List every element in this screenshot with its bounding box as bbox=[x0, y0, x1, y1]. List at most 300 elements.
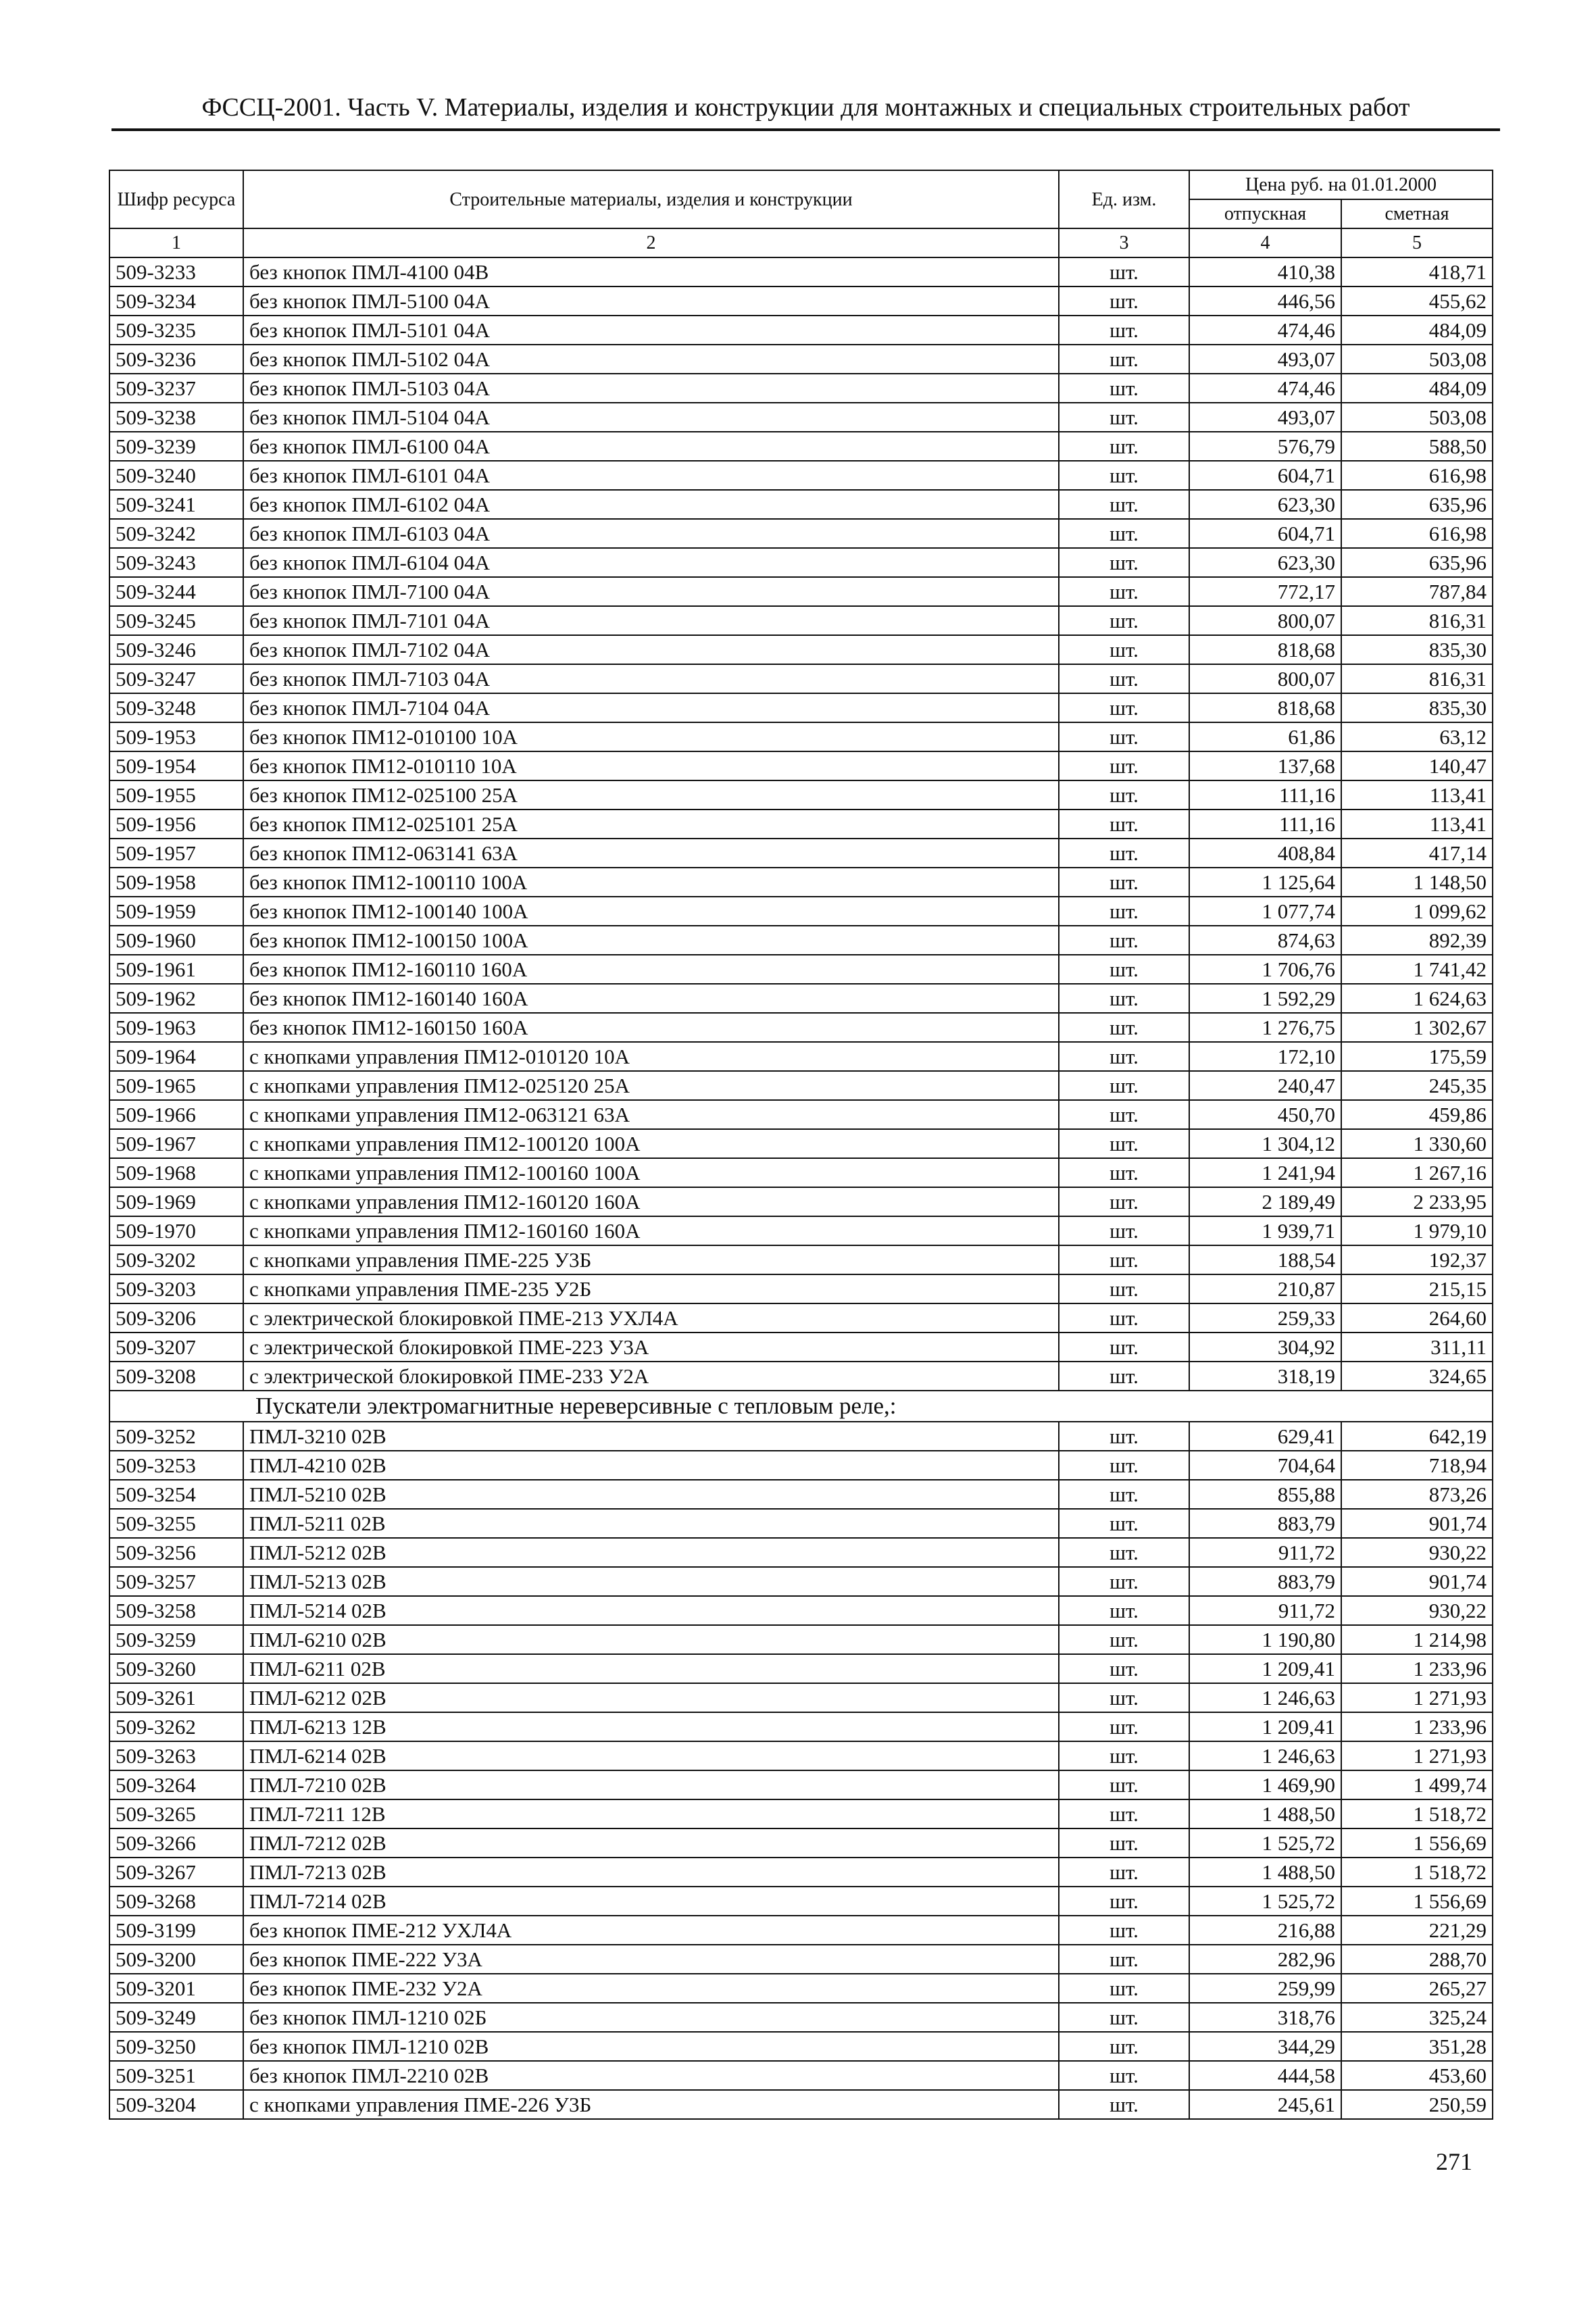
unit-cell: шт. bbox=[1059, 1071, 1189, 1100]
material-name-cell: без кнопок ПМЕ-232 У2А bbox=[243, 1974, 1059, 2003]
estimate-price-cell: 264,60 bbox=[1341, 1303, 1493, 1333]
table-row bbox=[109, 519, 1493, 548]
table-row bbox=[109, 984, 1493, 1013]
material-name-cell: без кнопок ПМЛ-2210 02В bbox=[243, 2061, 1059, 2090]
material-name-cell: с кнопками управления ПМ12-025120 25А bbox=[243, 1071, 1059, 1100]
table-row bbox=[109, 461, 1493, 490]
table-row bbox=[109, 1509, 1493, 1538]
table-row bbox=[109, 1567, 1493, 1596]
col-number: 2 bbox=[243, 228, 1059, 257]
release-price-cell: 911,72 bbox=[1189, 1538, 1341, 1567]
resource-code-cell: 509-3234 bbox=[109, 287, 243, 316]
estimate-price-cell: 311,11 bbox=[1341, 1333, 1493, 1362]
resource-code-cell: 509-3250 bbox=[109, 2032, 243, 2061]
release-price-cell: 623,30 bbox=[1189, 548, 1341, 577]
release-price-cell: 259,99 bbox=[1189, 1974, 1341, 2003]
resource-code-cell: 509-1963 bbox=[109, 1013, 243, 1042]
table-row bbox=[109, 1451, 1493, 1480]
estimate-price-cell: 616,98 bbox=[1341, 519, 1493, 548]
unit-cell: шт. bbox=[1059, 1480, 1189, 1509]
release-price-cell: 818,68 bbox=[1189, 693, 1341, 722]
col-release-header: отпускная bbox=[1189, 199, 1341, 228]
material-name-cell: без кнопок ПМЛ-7100 04А bbox=[243, 577, 1059, 606]
col-name-header: Строительные материалы, изделия и конструкции bbox=[243, 170, 1059, 228]
unit-cell: шт. bbox=[1059, 1187, 1189, 1216]
estimate-price-cell: 930,22 bbox=[1341, 1596, 1493, 1625]
table-row bbox=[109, 955, 1493, 984]
release-price-cell: 137,68 bbox=[1189, 751, 1341, 780]
table-row bbox=[109, 287, 1493, 316]
material-name-cell: без кнопок ПМЛ-6104 04А bbox=[243, 548, 1059, 577]
resource-code-cell: 509-3255 bbox=[109, 1509, 243, 1538]
table-row bbox=[109, 1916, 1493, 1945]
estimate-price-cell: 1 556,69 bbox=[1341, 1828, 1493, 1858]
unit-cell: шт. bbox=[1059, 2090, 1189, 2119]
material-name-cell: без кнопок ПМЛ-7101 04А bbox=[243, 606, 1059, 635]
unit-cell: шт. bbox=[1059, 1100, 1189, 1129]
release-price-cell: 474,46 bbox=[1189, 316, 1341, 345]
material-name-cell: с электрической блокировкой ПМЕ-233 У2А bbox=[243, 1362, 1059, 1391]
section-row bbox=[109, 1391, 1493, 1422]
table-row bbox=[109, 1596, 1493, 1625]
price-table bbox=[109, 170, 1493, 2120]
table-row bbox=[109, 1799, 1493, 1828]
material-name-cell: с электрической блокировкой ПМЕ-213 УХЛ4А bbox=[243, 1303, 1059, 1333]
estimate-price-cell: 245,35 bbox=[1341, 1071, 1493, 1100]
release-price-cell: 282,96 bbox=[1189, 1945, 1341, 1974]
material-name-cell: без кнопок ПМЛ-5102 04А bbox=[243, 345, 1059, 374]
release-price-cell: 474,46 bbox=[1189, 374, 1341, 403]
unit-cell: шт. bbox=[1059, 1422, 1189, 1451]
resource-code-cell: 509-3249 bbox=[109, 2003, 243, 2032]
resource-code-cell: 509-3200 bbox=[109, 1945, 243, 1974]
col-unit-header: Ед. изм. bbox=[1059, 170, 1189, 228]
estimate-price-cell: 901,74 bbox=[1341, 1509, 1493, 1538]
estimate-price-cell: 2 233,95 bbox=[1341, 1187, 1493, 1216]
estimate-price-cell: 873,26 bbox=[1341, 1480, 1493, 1509]
resource-code-cell: 509-3243 bbox=[109, 548, 243, 577]
table-row bbox=[109, 1422, 1493, 1451]
unit-cell: шт. bbox=[1059, 1567, 1189, 1596]
table-row bbox=[109, 1042, 1493, 1071]
release-price-cell: 304,92 bbox=[1189, 1333, 1341, 1362]
resource-code-cell: 509-3206 bbox=[109, 1303, 243, 1333]
release-price-cell: 576,79 bbox=[1189, 432, 1341, 461]
unit-cell: шт. bbox=[1059, 461, 1189, 490]
estimate-price-cell: 1 741,42 bbox=[1341, 955, 1493, 984]
release-price-cell: 800,07 bbox=[1189, 606, 1341, 635]
table-row bbox=[109, 2090, 1493, 2119]
unit-cell: шт. bbox=[1059, 1712, 1189, 1741]
release-price-cell: 883,79 bbox=[1189, 1567, 1341, 1596]
material-name-cell: с кнопками управления ПМЕ-226 У3Б bbox=[243, 2090, 1059, 2119]
estimate-price-cell: 1 518,72 bbox=[1341, 1799, 1493, 1828]
material-name-cell: с кнопками управления ПМ12-100120 100А bbox=[243, 1129, 1059, 1158]
unit-cell: шт. bbox=[1059, 1799, 1189, 1828]
material-name-cell: с кнопками управления ПМ12-063121 63А bbox=[243, 1100, 1059, 1129]
estimate-price-cell: 1 499,74 bbox=[1341, 1770, 1493, 1799]
release-price-cell: 1 469,90 bbox=[1189, 1770, 1341, 1799]
release-price-cell: 344,29 bbox=[1189, 2032, 1341, 2061]
release-price-cell: 259,33 bbox=[1189, 1303, 1341, 1333]
material-name-cell: с кнопками управления ПМ12-160120 160А bbox=[243, 1187, 1059, 1216]
resource-code-cell: 509-3199 bbox=[109, 1916, 243, 1945]
resource-code-cell: 509-3260 bbox=[109, 1654, 243, 1683]
release-price-cell: 493,07 bbox=[1189, 345, 1341, 374]
col-price-header: Цена руб. на 01.01.2000 bbox=[1189, 170, 1493, 199]
material-name-cell: без кнопок ПМ12-100140 100А bbox=[243, 897, 1059, 926]
unit-cell: шт. bbox=[1059, 635, 1189, 664]
unit-cell: шт. bbox=[1059, 1303, 1189, 1333]
unit-cell: шт. bbox=[1059, 1216, 1189, 1245]
resource-code-cell: 509-3254 bbox=[109, 1480, 243, 1509]
material-name-cell: без кнопок ПМ12-160140 160А bbox=[243, 984, 1059, 1013]
table-row bbox=[109, 1333, 1493, 1362]
unit-cell: шт. bbox=[1059, 1887, 1189, 1916]
release-price-cell: 245,61 bbox=[1189, 2090, 1341, 2119]
resource-code-cell: 509-1965 bbox=[109, 1071, 243, 1100]
release-price-cell: 446,56 bbox=[1189, 287, 1341, 316]
estimate-price-cell: 901,74 bbox=[1341, 1567, 1493, 1596]
resource-code-cell: 509-1966 bbox=[109, 1100, 243, 1129]
release-price-cell: 61,86 bbox=[1189, 722, 1341, 751]
material-name-cell: без кнопок ПМЛ-1210 02Б bbox=[243, 2003, 1059, 2032]
table-row bbox=[109, 1625, 1493, 1654]
release-price-cell: 1 304,12 bbox=[1189, 1129, 1341, 1158]
page-header: ФССЦ-2001. Часть V. Материалы, изделия и конструкции для монтажных и специальных строительных работ bbox=[111, 86, 1500, 131]
release-price-cell: 240,47 bbox=[1189, 1071, 1341, 1100]
col-number: 3 bbox=[1059, 228, 1189, 257]
resource-code-cell: 509-3262 bbox=[109, 1712, 243, 1741]
material-name-cell: без кнопок ПМЕ-212 УХЛ4А bbox=[243, 1916, 1059, 1945]
unit-cell: шт. bbox=[1059, 897, 1189, 926]
table-row bbox=[109, 1303, 1493, 1333]
estimate-price-cell: 1 302,67 bbox=[1341, 1013, 1493, 1042]
resource-code-cell: 509-1957 bbox=[109, 839, 243, 868]
unit-cell: шт. bbox=[1059, 1683, 1189, 1712]
table-row bbox=[109, 868, 1493, 897]
release-price-cell: 1 525,72 bbox=[1189, 1828, 1341, 1858]
estimate-price-cell: 417,14 bbox=[1341, 839, 1493, 868]
unit-cell: шт. bbox=[1059, 490, 1189, 519]
resource-code-cell: 509-3244 bbox=[109, 577, 243, 606]
estimate-price-cell: 503,08 bbox=[1341, 345, 1493, 374]
unit-cell: шт. bbox=[1059, 1509, 1189, 1538]
release-price-cell: 210,87 bbox=[1189, 1274, 1341, 1303]
unit-cell: шт. bbox=[1059, 2061, 1189, 2090]
unit-cell: шт. bbox=[1059, 1042, 1189, 1071]
release-price-cell: 604,71 bbox=[1189, 519, 1341, 548]
material-name-cell: без кнопок ПМЛ-5101 04А bbox=[243, 316, 1059, 345]
estimate-price-cell: 503,08 bbox=[1341, 403, 1493, 432]
unit-cell: шт. bbox=[1059, 519, 1189, 548]
material-name-cell: ПМЛ-5212 02В bbox=[243, 1538, 1059, 1567]
material-name-cell: ПМЛ-3210 02В bbox=[243, 1422, 1059, 1451]
unit-cell: шт. bbox=[1059, 1129, 1189, 1158]
unit-cell: шт. bbox=[1059, 403, 1189, 432]
resource-code-cell: 509-3261 bbox=[109, 1683, 243, 1712]
table-row bbox=[109, 1013, 1493, 1042]
resource-code-cell: 509-3259 bbox=[109, 1625, 243, 1654]
resource-code-cell: 509-3251 bbox=[109, 2061, 243, 2090]
material-name-cell: ПМЛ-6211 02В bbox=[243, 1654, 1059, 1683]
estimate-price-cell: 835,30 bbox=[1341, 693, 1493, 722]
material-name-cell: ПМЛ-7213 02В bbox=[243, 1858, 1059, 1887]
table-row bbox=[109, 1538, 1493, 1567]
table-row bbox=[109, 635, 1493, 664]
table-row bbox=[109, 722, 1493, 751]
release-price-cell: 604,71 bbox=[1189, 461, 1341, 490]
material-name-cell: ПМЛ-5211 02В bbox=[243, 1509, 1059, 1538]
material-name-cell: без кнопок ПМЛ-4100 04В bbox=[243, 257, 1059, 287]
material-name-cell: ПМЛ-7212 02В bbox=[243, 1828, 1059, 1858]
material-name-cell: без кнопок ПМЛ-5104 04А bbox=[243, 403, 1059, 432]
resource-code-cell: 509-3245 bbox=[109, 606, 243, 635]
table-row bbox=[109, 1274, 1493, 1303]
release-price-cell: 410,38 bbox=[1189, 257, 1341, 287]
release-price-cell: 493,07 bbox=[1189, 403, 1341, 432]
unit-cell: шт. bbox=[1059, 1596, 1189, 1625]
release-price-cell: 1 276,75 bbox=[1189, 1013, 1341, 1042]
table-row bbox=[109, 664, 1493, 693]
material-name-cell: без кнопок ПМЕ-222 У3А bbox=[243, 1945, 1059, 1974]
resource-code-cell: 509-1961 bbox=[109, 955, 243, 984]
resource-code-cell: 509-1955 bbox=[109, 780, 243, 810]
estimate-price-cell: 113,41 bbox=[1341, 780, 1493, 810]
unit-cell: шт. bbox=[1059, 693, 1189, 722]
unit-cell: шт. bbox=[1059, 1654, 1189, 1683]
release-price-cell: 1 125,64 bbox=[1189, 868, 1341, 897]
resource-code-cell: 509-3240 bbox=[109, 461, 243, 490]
table-row bbox=[109, 345, 1493, 374]
estimate-price-cell: 351,28 bbox=[1341, 2032, 1493, 2061]
table-row bbox=[109, 1858, 1493, 1887]
resource-code-cell: 509-1968 bbox=[109, 1158, 243, 1187]
col-number: 4 bbox=[1189, 228, 1341, 257]
resource-code-cell: 509-1953 bbox=[109, 722, 243, 751]
release-price-cell: 111,16 bbox=[1189, 780, 1341, 810]
resource-code-cell: 509-3256 bbox=[109, 1538, 243, 1567]
resource-code-cell: 509-1964 bbox=[109, 1042, 243, 1071]
material-name-cell: без кнопок ПМ12-100110 100А bbox=[243, 868, 1059, 897]
resource-code-cell: 509-3241 bbox=[109, 490, 243, 519]
unit-cell: шт. bbox=[1059, 1974, 1189, 2003]
table-row bbox=[109, 2032, 1493, 2061]
unit-cell: шт. bbox=[1059, 810, 1189, 839]
release-price-cell: 704,64 bbox=[1189, 1451, 1341, 1480]
estimate-price-cell: 787,84 bbox=[1341, 577, 1493, 606]
resource-code-cell: 509-3265 bbox=[109, 1799, 243, 1828]
table-row bbox=[109, 1770, 1493, 1799]
estimate-price-cell: 1 979,10 bbox=[1341, 1216, 1493, 1245]
resource-code-cell: 509-1970 bbox=[109, 1216, 243, 1245]
unit-cell: шт. bbox=[1059, 316, 1189, 345]
resource-code-cell: 509-3201 bbox=[109, 1974, 243, 2003]
unit-cell: шт. bbox=[1059, 1770, 1189, 1799]
release-price-cell: 318,19 bbox=[1189, 1362, 1341, 1391]
estimate-price-cell: 616,98 bbox=[1341, 461, 1493, 490]
material-name-cell: без кнопок ПМ12-160150 160А bbox=[243, 1013, 1059, 1042]
resource-code-cell: 509-3268 bbox=[109, 1887, 243, 1916]
estimate-price-cell: 1 214,98 bbox=[1341, 1625, 1493, 1654]
table-row bbox=[109, 1683, 1493, 1712]
estimate-price-cell: 1 233,96 bbox=[1341, 1654, 1493, 1683]
table-row bbox=[109, 1362, 1493, 1391]
estimate-price-cell: 588,50 bbox=[1341, 432, 1493, 461]
estimate-price-cell: 140,47 bbox=[1341, 751, 1493, 780]
material-name-cell: ПМЛ-6214 02В bbox=[243, 1741, 1059, 1770]
release-price-cell: 1 939,71 bbox=[1189, 1216, 1341, 1245]
release-price-cell: 1 077,74 bbox=[1189, 897, 1341, 926]
table-row bbox=[109, 257, 1493, 287]
release-price-cell: 450,70 bbox=[1189, 1100, 1341, 1129]
section-title: Пускатели электромагнитные нереверсивные с тепловым реле,: bbox=[109, 1391, 1493, 1422]
release-price-cell: 444,58 bbox=[1189, 2061, 1341, 2090]
material-name-cell: ПМЛ-5213 02В bbox=[243, 1567, 1059, 1596]
table-row bbox=[109, 1158, 1493, 1187]
col-number: 5 bbox=[1341, 228, 1493, 257]
resource-code-cell: 509-3208 bbox=[109, 1362, 243, 1391]
release-price-cell: 216,88 bbox=[1189, 1916, 1341, 1945]
estimate-price-cell: 1 556,69 bbox=[1341, 1887, 1493, 1916]
release-price-cell: 818,68 bbox=[1189, 635, 1341, 664]
unit-cell: шт. bbox=[1059, 868, 1189, 897]
material-name-cell: без кнопок ПМ12-063141 63А bbox=[243, 839, 1059, 868]
table-row bbox=[109, 548, 1493, 577]
resource-code-cell: 509-1967 bbox=[109, 1129, 243, 1158]
estimate-price-cell: 1 271,93 bbox=[1341, 1741, 1493, 1770]
resource-code-cell: 509-3238 bbox=[109, 403, 243, 432]
release-price-cell: 1 246,63 bbox=[1189, 1741, 1341, 1770]
table-row bbox=[109, 1945, 1493, 1974]
material-name-cell: без кнопок ПМ12-010100 10А bbox=[243, 722, 1059, 751]
release-price-cell: 1 488,50 bbox=[1189, 1858, 1341, 1887]
material-name-cell: с кнопками управления ПМЕ-225 У3Б bbox=[243, 1245, 1059, 1274]
unit-cell: шт. bbox=[1059, 1362, 1189, 1391]
estimate-price-cell: 635,96 bbox=[1341, 548, 1493, 577]
table-row bbox=[109, 1741, 1493, 1770]
release-price-cell: 1 209,41 bbox=[1189, 1712, 1341, 1741]
page-number: 271 bbox=[1436, 2148, 1472, 2175]
unit-cell: шт. bbox=[1059, 345, 1189, 374]
release-price-cell: 1 190,80 bbox=[1189, 1625, 1341, 1654]
release-price-cell: 1 488,50 bbox=[1189, 1799, 1341, 1828]
table-row bbox=[109, 1100, 1493, 1129]
col-number: 1 bbox=[109, 228, 243, 257]
table-row bbox=[109, 1887, 1493, 1916]
resource-code-cell: 509-3203 bbox=[109, 1274, 243, 1303]
release-price-cell: 874,63 bbox=[1189, 926, 1341, 955]
table-row bbox=[109, 751, 1493, 780]
estimate-price-cell: 635,96 bbox=[1341, 490, 1493, 519]
unit-cell: шт. bbox=[1059, 1451, 1189, 1480]
resource-code-cell: 509-3252 bbox=[109, 1422, 243, 1451]
release-price-cell: 1 246,63 bbox=[1189, 1683, 1341, 1712]
unit-cell: шт. bbox=[1059, 780, 1189, 810]
resource-code-cell: 509-3246 bbox=[109, 635, 243, 664]
resource-code-cell: 509-3242 bbox=[109, 519, 243, 548]
material-name-cell: без кнопок ПМЛ-5103 04А bbox=[243, 374, 1059, 403]
table-row bbox=[109, 1712, 1493, 1741]
estimate-price-cell: 1 267,16 bbox=[1341, 1158, 1493, 1187]
table-row bbox=[109, 1654, 1493, 1683]
unit-cell: шт. bbox=[1059, 548, 1189, 577]
resource-code-cell: 509-1969 bbox=[109, 1187, 243, 1216]
unit-cell: шт. bbox=[1059, 1858, 1189, 1887]
unit-cell: шт. bbox=[1059, 1945, 1189, 1974]
release-price-cell: 1 706,76 bbox=[1189, 955, 1341, 984]
unit-cell: шт. bbox=[1059, 2032, 1189, 2061]
unit-cell: шт. bbox=[1059, 577, 1189, 606]
release-price-cell: 772,17 bbox=[1189, 577, 1341, 606]
resource-code-cell: 509-3253 bbox=[109, 1451, 243, 1480]
material-name-cell: без кнопок ПМЛ-7102 04А bbox=[243, 635, 1059, 664]
material-name-cell: с кнопками управления ПМЕ-235 У2Б bbox=[243, 1274, 1059, 1303]
unit-cell: шт. bbox=[1059, 1333, 1189, 1362]
table-row bbox=[109, 1129, 1493, 1158]
material-name-cell: ПМЛ-7214 02В bbox=[243, 1887, 1059, 1916]
col-estimate-header: сметная bbox=[1341, 199, 1493, 228]
material-name-cell: ПМЛ-5214 02В bbox=[243, 1596, 1059, 1625]
material-name-cell: ПМЛ-5210 02В bbox=[243, 1480, 1059, 1509]
estimate-price-cell: 453,60 bbox=[1341, 2061, 1493, 2090]
unit-cell: шт. bbox=[1059, 1158, 1189, 1187]
table-row bbox=[109, 2003, 1493, 2032]
unit-cell: шт. bbox=[1059, 374, 1189, 403]
unit-cell: шт. bbox=[1059, 722, 1189, 751]
estimate-price-cell: 1 330,60 bbox=[1341, 1129, 1493, 1158]
resource-code-cell: 509-1956 bbox=[109, 810, 243, 839]
unit-cell: шт. bbox=[1059, 926, 1189, 955]
material-name-cell: ПМЛ-7211 12В bbox=[243, 1799, 1059, 1828]
resource-code-cell: 509-3247 bbox=[109, 664, 243, 693]
estimate-price-cell: 265,27 bbox=[1341, 1974, 1493, 2003]
unit-cell: шт. bbox=[1059, 1916, 1189, 1945]
table-row bbox=[109, 606, 1493, 635]
table-row bbox=[109, 897, 1493, 926]
estimate-price-cell: 1 099,62 bbox=[1341, 897, 1493, 926]
estimate-price-cell: 892,39 bbox=[1341, 926, 1493, 955]
table-row bbox=[109, 403, 1493, 432]
estimate-price-cell: 418,71 bbox=[1341, 257, 1493, 287]
estimate-price-cell: 221,29 bbox=[1341, 1916, 1493, 1945]
release-price-cell: 1 241,94 bbox=[1189, 1158, 1341, 1187]
material-name-cell: без кнопок ПМ12-160110 160А bbox=[243, 955, 1059, 984]
table-row bbox=[109, 780, 1493, 810]
estimate-price-cell: 816,31 bbox=[1341, 664, 1493, 693]
table-row bbox=[109, 1216, 1493, 1245]
estimate-price-cell: 325,24 bbox=[1341, 2003, 1493, 2032]
table-row bbox=[109, 432, 1493, 461]
resource-code-cell: 509-3263 bbox=[109, 1741, 243, 1770]
resource-code-cell: 509-3235 bbox=[109, 316, 243, 345]
material-name-cell: без кнопок ПМЛ-6102 04А bbox=[243, 490, 1059, 519]
unit-cell: шт. bbox=[1059, 1274, 1189, 1303]
estimate-price-cell: 1 518,72 bbox=[1341, 1858, 1493, 1887]
estimate-price-cell: 324,65 bbox=[1341, 1362, 1493, 1391]
unit-cell: шт. bbox=[1059, 664, 1189, 693]
release-price-cell: 855,88 bbox=[1189, 1480, 1341, 1509]
material-name-cell: ПМЛ-6212 02В bbox=[243, 1683, 1059, 1712]
estimate-price-cell: 459,86 bbox=[1341, 1100, 1493, 1129]
unit-cell: шт. bbox=[1059, 1741, 1189, 1770]
table-row bbox=[109, 1974, 1493, 2003]
material-name-cell: без кнопок ПМЛ-7104 04А bbox=[243, 693, 1059, 722]
table-body bbox=[109, 257, 1493, 2119]
estimate-price-cell: 455,62 bbox=[1341, 287, 1493, 316]
unit-cell: шт. bbox=[1059, 1538, 1189, 1567]
release-price-cell: 408,84 bbox=[1189, 839, 1341, 868]
